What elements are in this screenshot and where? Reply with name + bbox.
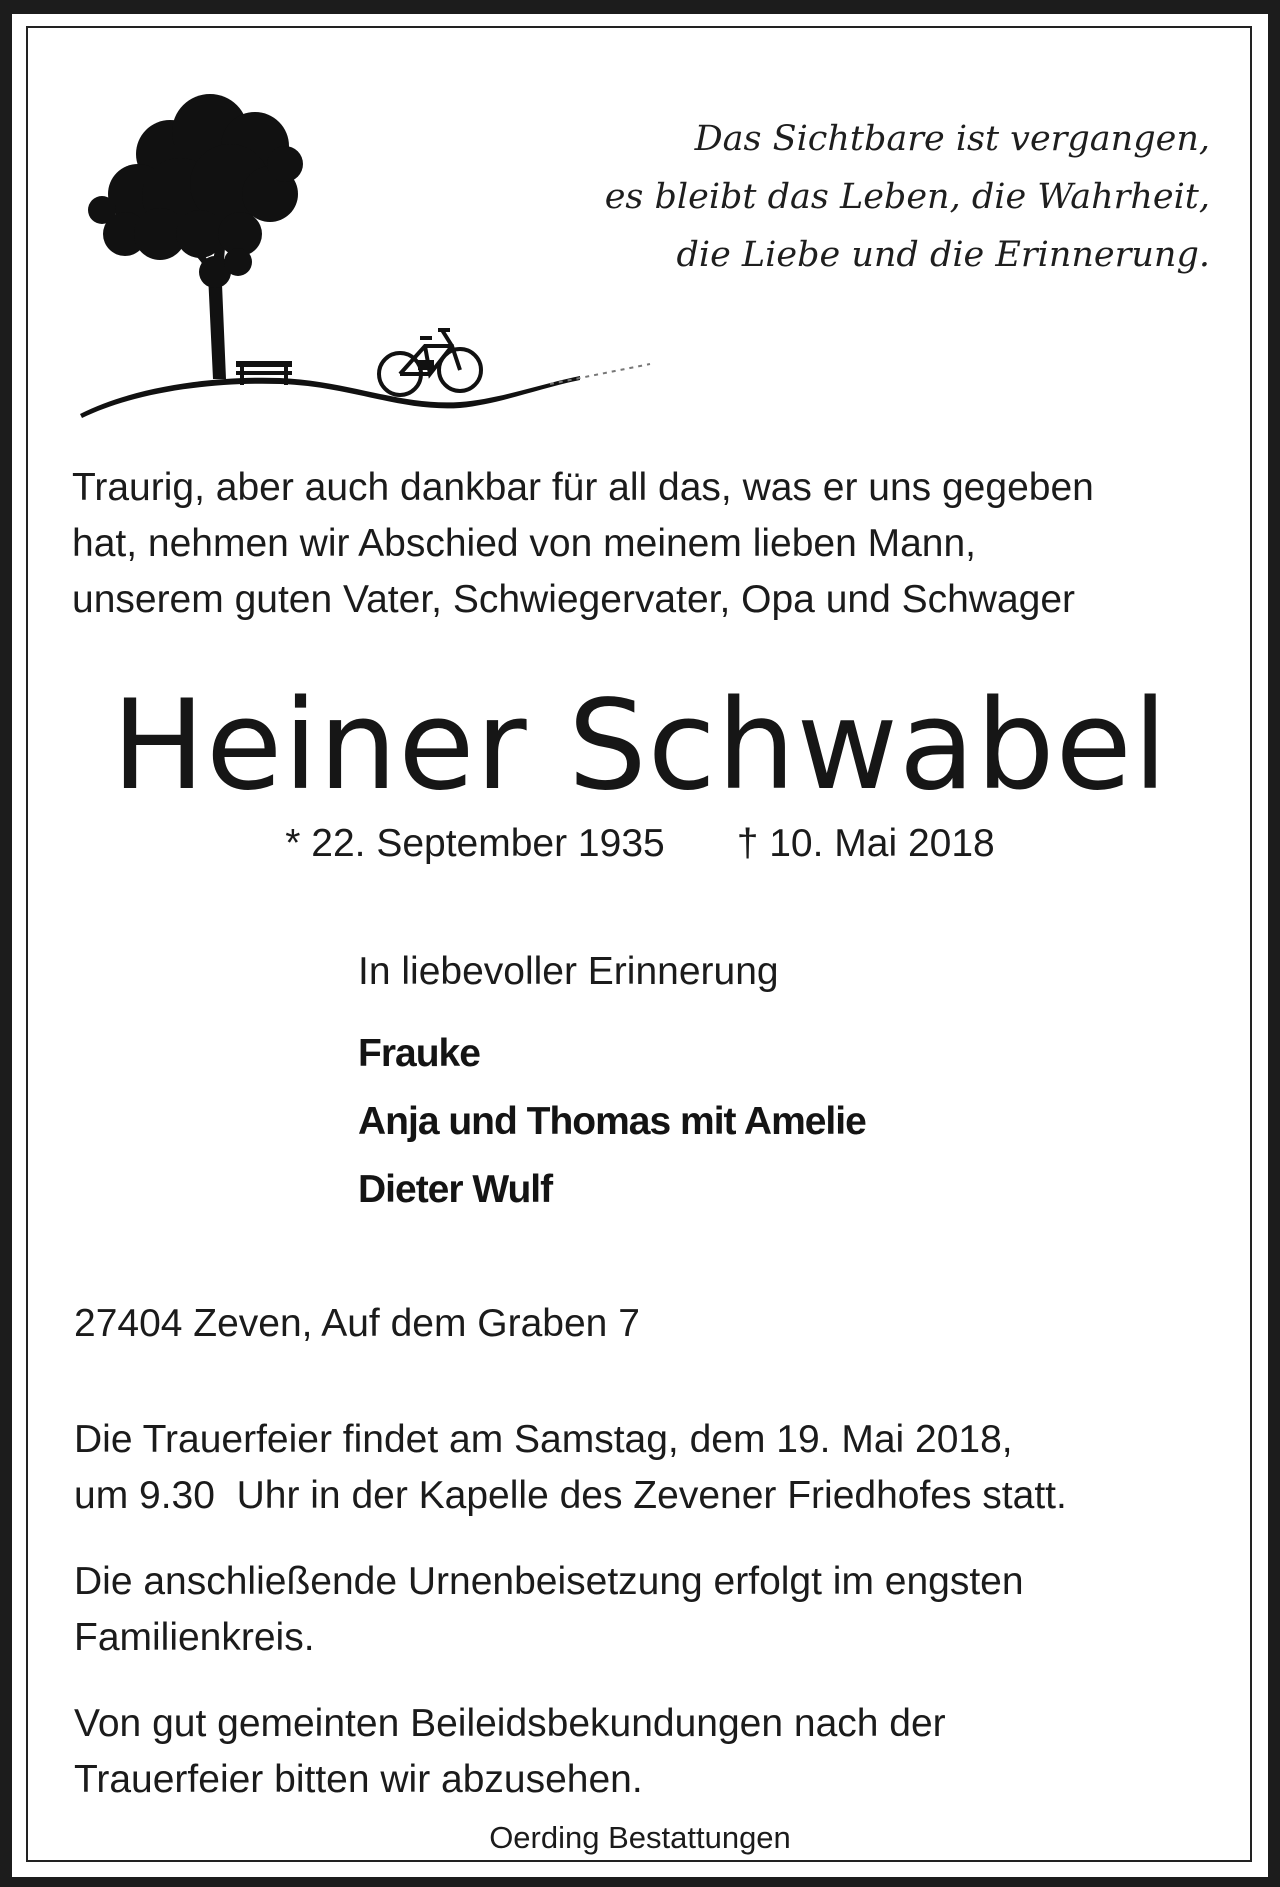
family-address: 27404 Zeven, Auf dem Graben 7 [74,1302,640,1345]
burial-line: Die anschließende Urnenbeisetzung erfolgt im engsten [74,1560,1024,1603]
poem-line: die Liebe und die Erinnerung. [676,235,1210,275]
service-line: Die Trauerfeier findet am Samstag, dem 19. Mai 2018, [74,1418,1013,1461]
intro-text [72,460,1222,628]
intro-line: Traurig, aber auch dankbar für all das, was er uns gegeben [72,466,1094,509]
condolence-line: Von gut gemeinten Beileidsbekundungen nach der [74,1702,946,1745]
bicycle-icon [379,330,481,395]
condolence-line: Trauerfeier bitten wir abzusehen. [74,1758,643,1801]
mourner-name: Dieter Wulf [358,1168,553,1211]
condolence-note [74,1696,1224,1808]
birth-date: * 22. September 1935 [285,822,665,865]
intro-line: unserem guten Vater, Schwiegervater, Opa und Schwager [72,578,1076,621]
mourner-name: Frauke [358,1032,480,1075]
memorial-poem [510,110,1210,284]
obituary-notice [12,14,1268,1877]
hill-icon [80,376,580,418]
intro-line: hat, nehmen wir Abschied von meinem lieben Mann, [72,522,977,565]
poem-line: Das Sichtbare ist vergangen, [694,119,1210,159]
life-dates [12,818,1268,870]
mourners-intro: In liebevoller Erinnerung [358,950,779,993]
mourners-list [358,1020,866,1224]
service-info [74,1412,1224,1524]
burial-line: Familienkreis. [74,1616,315,1659]
mourner-name: Anja und Thomas mit Amelie [358,1100,866,1143]
death-date: † 10. Mai 2018 [736,822,995,865]
poem-line: es bleibt das Leben, die Wahrheit, [604,177,1210,217]
funeral-home: Oerding Bestattungen [489,1820,791,1855]
tree-icon [88,94,303,379]
burial-info [74,1554,1224,1666]
service-line: um 9.30 Uhr in der Kapelle des Zevener Friedhofes statt. [74,1474,1067,1517]
deceased-name: Heiner Schwabel [111,674,1169,818]
